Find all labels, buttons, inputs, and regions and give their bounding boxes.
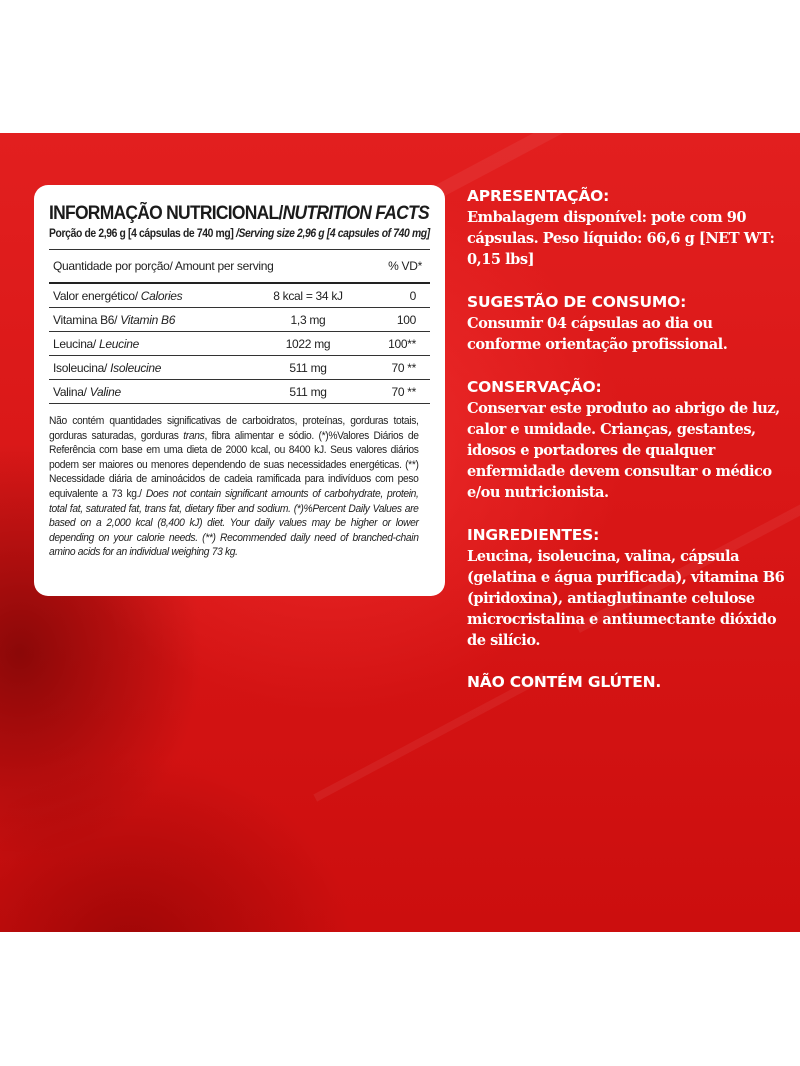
section-apresentacao bbox=[467, 186, 787, 270]
nutrient-amount: 1022 mg bbox=[253, 332, 363, 356]
nutrient-name: Isoleucina/ Isoleucine bbox=[49, 356, 253, 380]
amount-per-serving-label: Quantidade por porção/ Amount per serving bbox=[49, 250, 363, 284]
daily-value-label: % VD* bbox=[363, 250, 430, 284]
section-heading: APRESENTAÇÃO: bbox=[467, 187, 610, 205]
nutrition-row bbox=[49, 332, 430, 356]
nutrient-name: Valor energético/ Calories bbox=[49, 283, 253, 308]
section-text: Embalagem disponível: pote com 90 cápsulas. Peso líquido: 66,6 g [NET WT: 0,15 lbs] bbox=[467, 209, 775, 268]
nutrient-amount: 511 mg bbox=[253, 380, 363, 404]
nutrition-row bbox=[49, 308, 430, 332]
section-conservacao bbox=[467, 377, 787, 503]
nutrition-row bbox=[49, 283, 430, 308]
serving-size: Porção de 2,96 g [4 cápsulas de 740 mg] /Serving size 2,96 g [4 capsules of 740 mg] bbox=[49, 228, 430, 240]
red-banner bbox=[0, 133, 800, 932]
nutrient-amount: 1,3 mg bbox=[253, 308, 363, 332]
section-ingredientes bbox=[467, 525, 787, 651]
section-heading: CONSERVAÇÃO: bbox=[467, 378, 602, 396]
section-text: Leucina, isoleucina, valina, cápsula (gelatina e água purificada), vitamina B6 (piridoxina), antiaglutinante celulose microcristalina e antiumectante dióxido de silício. bbox=[467, 548, 785, 649]
nutrient-dv: 70 ** bbox=[363, 380, 430, 404]
nutrient-dv: 100 bbox=[363, 308, 430, 332]
nutrition-footnote: Não contém quantidades significativas de carboidratos, proteínas, gorduras totais, gorduras saturadas, gorduras trans, fibra alimentar e sódio. (*)%Valores Diários de Referência com base em uma dieta de 2000 kcal, ou 8400 kJ. Seus valores diários podem ser maiores ou menores dependendo de suas necessidades energéticas. (**) Necessidade diária de aminoácidos de cadeia ramificada para indivíduos com peso equivalente a 73 kg./ Does not contain significant amounts of carbohydrate, protein, total fat, saturated fat, trans fat, dietary fiber and sodium. (*)%Percent Daily Values are based on a 2,000 kcal (8,400 kJ) diet. Your daily values may be higher or lower depending on your calorie needs. (**) Recommended daily need of branched-chain amino acids for an individual weighing 73 kg. bbox=[49, 415, 419, 559]
nutrition-row bbox=[49, 356, 430, 380]
nutrient-dv: 70 ** bbox=[363, 356, 430, 380]
section-sugestao-consumo bbox=[467, 292, 787, 355]
gluten-free-notice: NÃO CONTÉM GLÚTEN. bbox=[467, 673, 662, 691]
section-text: Conservar este produto ao abrigo de luz, calor e umidade. Crianças, gestantes, idosos e portadores de qualquer enfermidade devem consultar o médico e/ou nutricionista. bbox=[467, 400, 780, 501]
section-heading: INGREDIENTES: bbox=[467, 526, 600, 544]
nutrition-table bbox=[49, 249, 430, 404]
nutrient-amount: 8 kcal = 34 kJ bbox=[253, 283, 363, 308]
nutrition-title: INFORMAÇÃO NUTRICIONAL/NUTRITION FACTS bbox=[49, 203, 429, 224]
nutrition-header-row bbox=[49, 250, 430, 284]
section-heading: SUGESTÃO DE CONSUMO: bbox=[467, 293, 687, 311]
section-text: Consumir 04 cápsulas ao dia ou conforme orientação profissional. bbox=[467, 315, 728, 353]
nutrient-dv: 0 bbox=[363, 283, 430, 308]
product-info-column bbox=[467, 186, 787, 691]
background-streak bbox=[313, 672, 546, 801]
nutrient-name: Valina/ Valine bbox=[49, 380, 253, 404]
nutrition-row bbox=[49, 380, 430, 404]
nutrient-name: Vitamina B6/ Vitamin B6 bbox=[49, 308, 253, 332]
nutrient-amount: 511 mg bbox=[253, 356, 363, 380]
nutrition-facts-card bbox=[34, 185, 445, 596]
nutrient-name: Leucina/ Leucine bbox=[49, 332, 253, 356]
nutrient-dv: 100** bbox=[363, 332, 430, 356]
